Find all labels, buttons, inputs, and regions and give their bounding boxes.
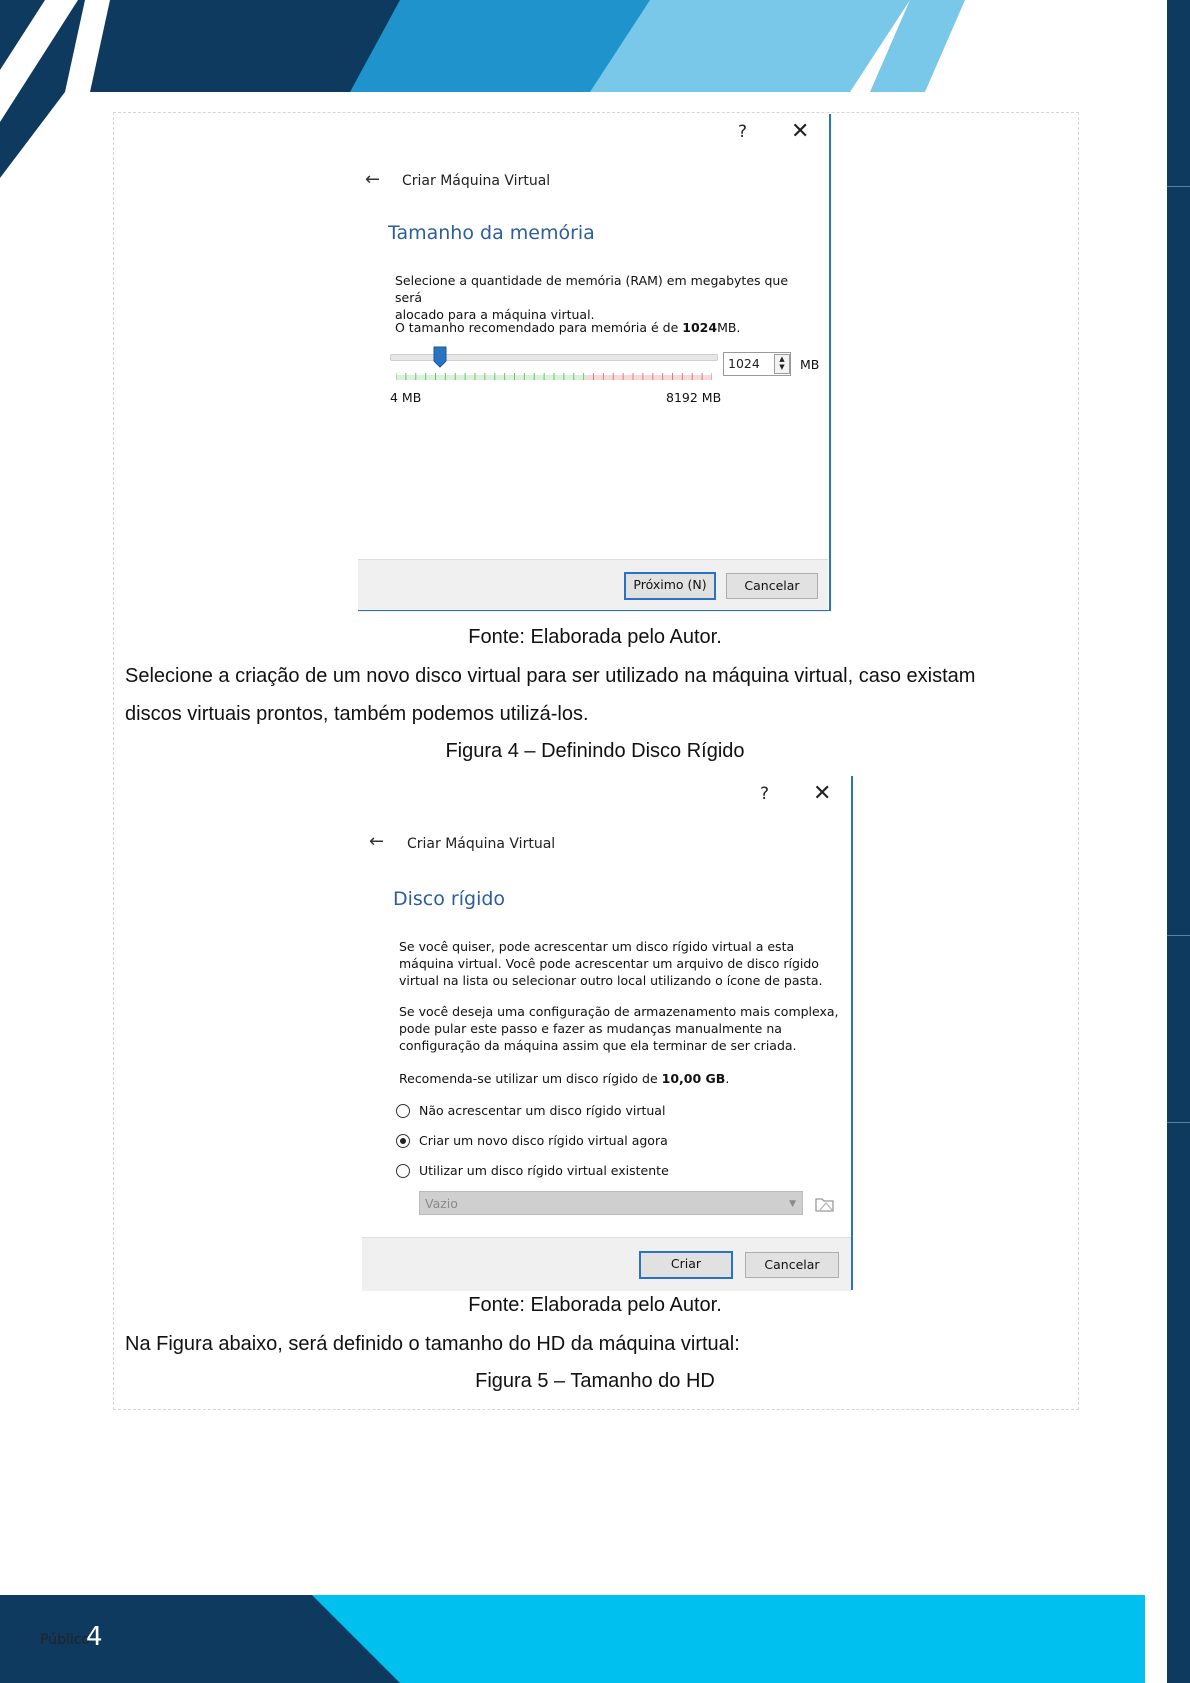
back-arrow-icon[interactable]: ← [369,831,385,852]
close-icon[interactable]: ✕ [813,781,832,806]
help-button[interactable]: ? [760,784,770,804]
memory-description: Selecione a quantidade de memória (RAM) em megabytes que será alocado para a máquina virtual. [395,273,789,322]
folder-icon[interactable] [814,1194,836,1214]
figure4-source-caption: Fonte: Elaborada pelo Autor. [468,1294,722,1316]
cancel-button[interactable]: Cancelar [726,573,818,599]
disk-description-1: Se você quiser, pode acrescentar um disco rígido virtual a esta máquina virtual. Você pode acrescentar um arquivo de disco rígido virtual na lista ou selecionar outro local utilizando o ícone de pasta. [399,939,823,988]
radio-no-disk-label: Não acrescentar um disco rígido virtual [419,1103,666,1118]
help-button[interactable]: ? [738,122,748,142]
close-icon[interactable]: ✕ [791,119,810,144]
footer-banner [0,1595,1145,1683]
existing-disk-select[interactable]: Vazio ▼ [419,1191,803,1215]
figure3-source-caption: Fonte: Elaborada pelo Autor. [468,626,722,648]
disk-recommendation: Recomenda-se utilizar um disco rígido de 10,00 GB. [399,1071,730,1086]
radio-create-disk[interactable] [396,1134,410,1148]
chevron-down-icon: ▼ [789,1199,796,1209]
create-button[interactable]: Criar [639,1251,733,1279]
slider-min-label: 4 MB [390,390,422,405]
dialog-heading: Tamanho da memória [388,222,595,244]
radio-no-disk[interactable] [396,1104,410,1118]
cancel-button[interactable]: Cancelar [745,1252,839,1278]
paragraph-hd-size: Na Figura abaixo, será definido o tamanho do HD da máquina virtual: [125,1333,740,1355]
next-button[interactable]: Próximo (N) [624,572,716,600]
slider-max-label: 8192 MB [666,390,722,405]
memory-slider-scale [396,371,712,381]
footer-classification-label: Público [40,1632,90,1648]
dialog-title: Criar Máquina Virtual [402,173,551,189]
memory-spin-arrows[interactable]: ▲ ▼ [774,354,790,374]
page-number: 4 [86,1622,103,1652]
header-left-stripes [0,0,120,180]
back-arrow-icon[interactable]: ← [365,169,381,190]
radio-create-disk-label: Criar um novo disco rígido virtual agora [419,1133,668,1148]
right-side-bar [1167,0,1190,1683]
radio-existing-disk[interactable] [396,1164,410,1178]
hard-disk-dialog [362,776,852,1290]
disk-description-2: Se você deseja uma configuração de armazenamento mais complexa, pode pular este passo e fazer as mudanças manualmente na configuração da máquina assim que ela terminar de ser criada. [399,1004,839,1053]
figure5-title: Figura 5 – Tamanho do HD [475,1370,715,1392]
paragraph-new-disk: Selecione a criação de um novo disco virtual para ser utilizado na máquina virtual, caso existam discos virtuais prontos, também podemos utilizá-los. [125,665,976,725]
dialog-title: Criar Máquina Virtual [407,836,556,852]
memory-slider-handle[interactable] [433,346,447,368]
dialog-right-edge [829,114,831,611]
memory-size-dialog [358,114,830,611]
memory-recommendation: O tamanho recomendado para memória é de 1024MB. [395,320,741,335]
dialog-right-edge [851,776,853,1290]
figure4-title: Figura 4 – Definindo Disco Rígido [445,740,745,762]
memory-unit-label: MB [800,357,820,372]
memory-value-input[interactable]: 1024 [723,352,791,376]
radio-existing-disk-label: Utilizar um disco rígido virtual existente [419,1163,669,1178]
dialog-heading: Disco rígido [393,888,506,910]
header-banner [0,0,1190,92]
dialog-bottom-edge [358,610,831,611]
